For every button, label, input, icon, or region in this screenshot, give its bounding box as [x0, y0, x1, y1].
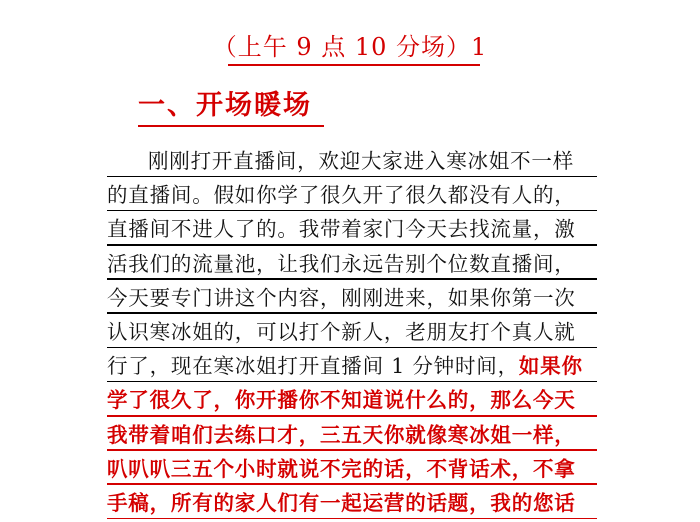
line-underline	[107, 381, 597, 383]
text-line-content	[107, 420, 576, 450]
text-line	[107, 146, 597, 180]
line-underline	[107, 176, 597, 178]
highlighted-text: 手稿，所有的家人们有一起运营的话题，我的您话	[107, 490, 576, 515]
line-underline	[107, 347, 597, 349]
text-line-content	[107, 385, 576, 415]
text-line	[107, 488, 597, 522]
highlighted-text: 我带着咱们去练口才，三五天你就像寒冰姐一样，	[107, 422, 576, 447]
heading-underline	[138, 125, 324, 127]
text-line-content	[107, 317, 576, 347]
black-text: 刚刚打开直播间，欢迎大家进入寒冰姐不一样	[148, 149, 574, 173]
text-line-content	[107, 214, 576, 244]
text-line	[107, 249, 597, 283]
text-line	[107, 454, 597, 488]
line-underline	[107, 415, 597, 417]
highlighted-text: 如果你	[518, 354, 583, 379]
subtitle-underline	[228, 64, 480, 66]
session-subtitle-text: （上午 9 点 10 分场）1	[212, 33, 488, 61]
script-paragraph	[107, 146, 597, 522]
text-line	[107, 214, 597, 248]
line-underline	[107, 210, 597, 212]
text-line	[107, 180, 597, 214]
black-text: 活我们的流量池，让我们永远告别个位数直播间，	[107, 251, 576, 276]
text-line	[107, 351, 597, 385]
black-text: 认识寒冰姐的，可以打个新人，老朋友打个真人就	[107, 319, 576, 344]
line-underline	[107, 518, 597, 520]
text-line-content	[107, 454, 576, 484]
section-heading-text: 一、开场暖场	[138, 90, 312, 121]
line-underline	[107, 312, 597, 314]
highlighted-text: 叭叭叭三五个小时就说不完的话，不背话术，不拿	[107, 456, 576, 481]
highlighted-text: 学了很久了，你开播你不知道说什么的，那么今天	[107, 388, 576, 413]
line-underline	[107, 449, 597, 451]
text-line-content	[107, 283, 576, 313]
black-text: 的直播间。假如你学了很久开了很久都没有人的，	[107, 183, 576, 208]
text-line-content	[107, 351, 583, 381]
text-line	[107, 420, 597, 454]
text-line-content	[107, 180, 576, 210]
line-underline	[107, 483, 597, 485]
text-line-content	[107, 488, 576, 518]
section-heading	[138, 88, 312, 124]
text-line-content	[148, 146, 574, 176]
text-line	[107, 385, 597, 419]
text-line-content	[107, 249, 576, 279]
black-text: 今天要专门讲这个内容，刚刚进来，如果你第一次	[107, 285, 576, 310]
black-text: 行了，现在寒冰姐打开直播间 1 分钟时间，	[107, 354, 519, 379]
line-underline	[107, 278, 597, 280]
black-text: 直播间不进人了的。我带着家门今天去找流量，激	[107, 217, 576, 242]
session-subtitle	[0, 30, 700, 64]
text-line	[107, 317, 597, 351]
line-underline	[107, 244, 597, 246]
text-line	[107, 283, 597, 317]
